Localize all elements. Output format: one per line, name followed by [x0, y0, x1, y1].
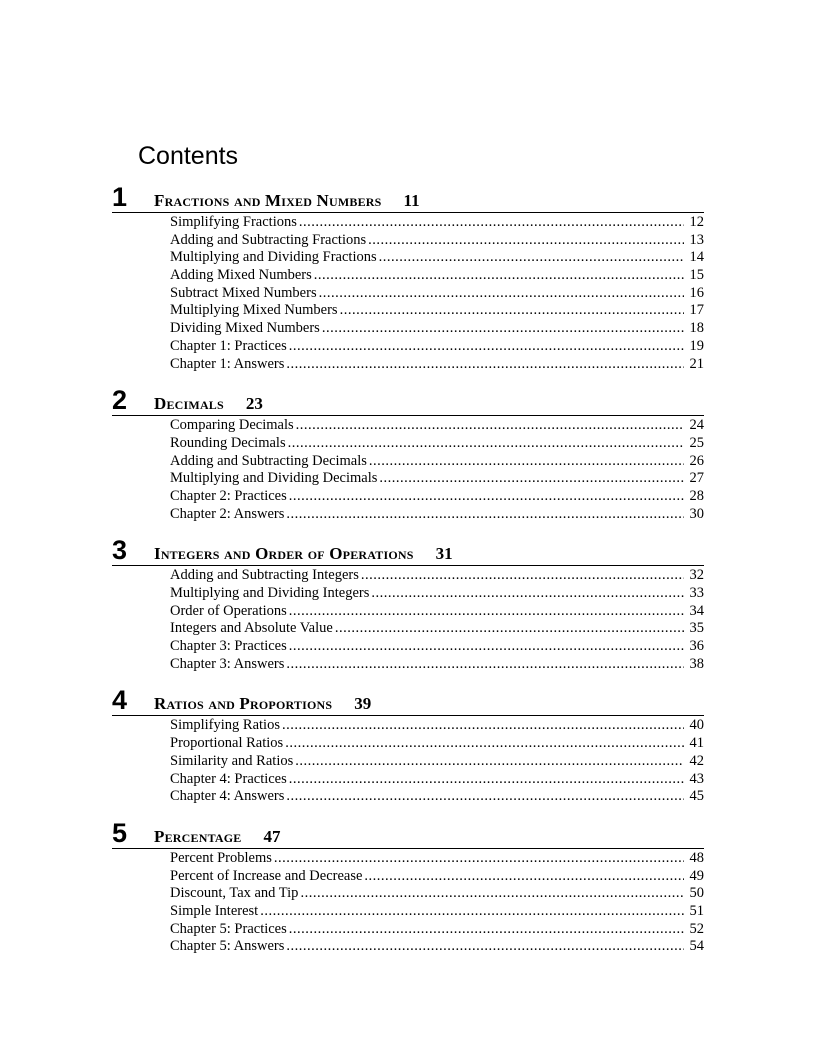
- dot-leader: [371, 585, 684, 603]
- toc-entry[interactable]: [170, 506, 704, 524]
- toc-entry[interactable]: [170, 338, 704, 356]
- toc-entry-label: Multiplying and Dividing Fractions: [170, 249, 377, 266]
- toc-entry-page-number: 27: [689, 470, 704, 487]
- toc-entry-label: Chapter 3: Answers: [170, 655, 285, 672]
- chapter-entries: [112, 566, 704, 686]
- dot-leader: [288, 435, 684, 453]
- toc-entry[interactable]: [170, 567, 704, 585]
- toc-entry-label: Chapter 2: Answers: [170, 505, 285, 522]
- toc-entry-label: Adding and Subtracting Integers: [170, 567, 359, 584]
- chapter-number: 5: [112, 817, 128, 848]
- toc-entry-page-number: 21: [689, 355, 704, 372]
- toc-entry[interactable]: [170, 938, 704, 956]
- dot-leader: [286, 506, 684, 524]
- toc-entry-label: Adding Mixed Numbers: [170, 267, 312, 284]
- toc-entry[interactable]: [170, 470, 704, 488]
- chapter-section: [112, 536, 704, 686]
- toc-entry-label: Discount, Tax and Tip: [170, 885, 299, 902]
- chapter-section: [112, 183, 704, 386]
- toc-entry-page-number: 36: [689, 638, 704, 655]
- toc-entry[interactable]: [170, 656, 704, 674]
- toc-entry[interactable]: [170, 771, 704, 789]
- dot-leader: [379, 470, 684, 488]
- toc-entry-label: Chapter 1: Answers: [170, 355, 285, 372]
- toc-entry-page-number: 14: [689, 249, 704, 266]
- toc-entry[interactable]: [170, 850, 704, 868]
- dot-leader: [340, 302, 684, 320]
- toc-entry-label: Multiplying and Dividing Integers: [170, 585, 370, 601]
- toc-entry-page-number: 24: [689, 417, 704, 434]
- toc-entry-page-number: 13: [689, 231, 704, 248]
- toc-entry[interactable]: [170, 868, 704, 886]
- toc-entry-page-number: 43: [689, 770, 704, 787]
- toc-entry[interactable]: [170, 435, 704, 453]
- toc-entry-label: Chapter 4: Answers: [170, 788, 285, 805]
- dot-leader: [289, 638, 684, 656]
- toc-entry-page-number: 34: [689, 602, 704, 619]
- chapter-page-number: 31: [435, 544, 453, 564]
- toc-entry-label: Percent Problems: [170, 849, 272, 866]
- toc-entry-label: Rounding Decimals: [170, 434, 286, 451]
- dot-leader: [286, 938, 684, 956]
- toc-entry-page-number: 26: [689, 452, 704, 469]
- toc-entry[interactable]: [170, 885, 704, 903]
- toc-entry-page-number: 15: [689, 267, 704, 284]
- dot-leader: [260, 903, 684, 921]
- toc-entry[interactable]: [170, 638, 704, 656]
- toc-entry-page-number: 33: [689, 585, 704, 601]
- toc-entry-page-number: 49: [689, 867, 704, 884]
- toc-entry-label: Simple Interest: [170, 902, 259, 919]
- toc-entry-page-number: 41: [689, 735, 704, 752]
- dot-leader: [286, 656, 684, 674]
- toc-entry-page-number: 52: [689, 920, 704, 937]
- toc-entry-page-number: 28: [689, 487, 704, 504]
- dot-leader: [299, 214, 684, 232]
- chapter-page-number: 47: [263, 826, 281, 846]
- chapter-number: 4: [112, 685, 128, 716]
- toc-entry-label: Chapter 3: Practices: [170, 638, 287, 655]
- toc-entry-label: Chapter 2: Practices: [170, 487, 287, 504]
- toc-entry-label: Adding and Subtracting Fractions: [170, 231, 367, 248]
- dot-leader: [300, 885, 684, 903]
- dot-leader: [296, 417, 684, 435]
- chapter-entries: [112, 716, 704, 818]
- toc-entry[interactable]: [170, 417, 704, 435]
- chapter-title: Fractions and Mixed Numbers: [154, 191, 382, 210]
- dot-leader: [361, 567, 684, 585]
- toc-entry-label: Integers and Absolute Value: [170, 620, 333, 637]
- chapter-heading[interactable]: [112, 819, 704, 849]
- dot-leader: [286, 788, 684, 806]
- toc-entry-page-number: 42: [689, 752, 704, 769]
- dot-leader: [364, 868, 684, 886]
- toc-entry-page-number: 54: [689, 938, 704, 955]
- toc-entry-label: Adding and Subtracting Decimals: [170, 452, 367, 469]
- chapter-section: [112, 686, 704, 818]
- dot-leader: [286, 356, 684, 374]
- toc-entry-label: Chapter 1: Practices: [170, 337, 287, 354]
- toc-entry-label: Chapter 5: Practices: [170, 920, 287, 937]
- toc-entry[interactable]: [170, 903, 704, 921]
- toc-entry-label: Percent of Increase and Decrease: [170, 867, 363, 884]
- chapter-entries: [112, 849, 704, 969]
- toc-entry[interactable]: [170, 320, 704, 338]
- chapter-section: [112, 386, 704, 536]
- chapter-number: 2: [112, 385, 128, 416]
- table-of-contents: [112, 183, 704, 969]
- chapter-title: Ratios and Proportions: [154, 694, 333, 714]
- toc-entry-label: Proportional Ratios: [170, 735, 284, 752]
- chapter-heading[interactable]: [112, 386, 704, 416]
- dot-leader: [289, 771, 684, 789]
- toc-entry[interactable]: [170, 285, 704, 303]
- chapter-entries: [112, 213, 704, 386]
- toc-entry-page-number: 30: [689, 505, 704, 522]
- toc-entry-page-number: 45: [689, 788, 704, 805]
- toc-entry[interactable]: [170, 249, 704, 267]
- chapter-number: 1: [112, 182, 128, 212]
- toc-entry[interactable]: [170, 232, 704, 250]
- dot-leader: [289, 603, 684, 621]
- toc-entry-label: Dividing Mixed Numbers: [170, 320, 320, 337]
- toc-entry-label: Comparing Decimals: [170, 417, 294, 434]
- dot-leader: [289, 488, 684, 506]
- chapter-number: 3: [112, 535, 128, 566]
- chapter-entries: [112, 416, 704, 536]
- dot-leader: [379, 249, 684, 267]
- toc-entry-label: Similarity and Ratios: [170, 752, 294, 769]
- toc-entry[interactable]: [170, 302, 704, 320]
- dot-leader: [322, 320, 684, 338]
- toc-entry-label: Simplifying Ratios: [170, 717, 280, 734]
- toc-entry-page-number: 12: [689, 214, 704, 230]
- toc-entry-label: Order of Operations: [170, 602, 287, 619]
- toc-entry[interactable]: [170, 603, 704, 621]
- dot-leader: [289, 338, 684, 356]
- toc-entry-page-number: 16: [689, 284, 704, 301]
- dot-leader: [285, 735, 684, 753]
- toc-entry-page-number: 38: [689, 655, 704, 672]
- toc-entry[interactable]: [170, 735, 704, 753]
- page-title: Contents: [138, 142, 239, 170]
- toc-entry-page-number: 40: [689, 717, 704, 734]
- dot-leader: [289, 921, 684, 939]
- toc-entry-page-number: 25: [689, 434, 704, 451]
- toc-entry[interactable]: [170, 753, 704, 771]
- dot-leader: [319, 285, 684, 303]
- toc-entry-label: Multiplying Mixed Numbers: [170, 302, 338, 319]
- dot-leader: [282, 717, 684, 735]
- toc-entry-label: Subtract Mixed Numbers: [170, 284, 317, 301]
- toc-entry[interactable]: [170, 620, 704, 638]
- toc-entry-page-number: 50: [689, 885, 704, 902]
- chapter-page-number: 23: [245, 394, 263, 414]
- dot-leader: [335, 620, 684, 638]
- chapter-heading[interactable]: [112, 183, 704, 213]
- toc-entry[interactable]: [170, 488, 704, 506]
- chapter-heading[interactable]: [112, 536, 704, 566]
- toc-entry[interactable]: [170, 921, 704, 939]
- toc-entry-label: Simplifying Fractions: [170, 214, 297, 230]
- toc-entry-page-number: 32: [689, 567, 704, 584]
- toc-entry-page-number: 48: [689, 849, 704, 866]
- chapter-page-number: 11: [403, 191, 420, 210]
- chapter-heading[interactable]: [112, 686, 704, 716]
- chapter-title: Percentage: [154, 826, 242, 846]
- toc-entry[interactable]: [170, 453, 704, 471]
- toc-entry-page-number: 18: [689, 320, 704, 337]
- dot-leader: [368, 232, 684, 250]
- dot-leader: [295, 753, 684, 771]
- toc-entry[interactable]: [170, 267, 704, 285]
- dot-leader: [274, 850, 684, 868]
- chapter-page-number: 39: [354, 694, 372, 714]
- chapter-title: Integers and Order of Operations: [154, 544, 414, 564]
- dot-leader: [369, 453, 684, 471]
- toc-entry-label: Multiplying and Dividing Decimals: [170, 470, 378, 487]
- toc-entry-label: Chapter 5: Answers: [170, 938, 285, 955]
- toc-entry[interactable]: [170, 717, 704, 735]
- toc-entry-page-number: 17: [689, 302, 704, 319]
- toc-entry[interactable]: [170, 214, 704, 232]
- chapter-section: [112, 819, 704, 969]
- toc-entry[interactable]: [170, 788, 704, 806]
- toc-entry-page-number: 51: [689, 902, 704, 919]
- toc-entry[interactable]: [170, 356, 704, 374]
- chapter-title: Decimals: [154, 394, 224, 414]
- toc-entry[interactable]: [170, 585, 704, 603]
- toc-entry-page-number: 19: [689, 337, 704, 354]
- toc-entry-label: Chapter 4: Practices: [170, 770, 287, 787]
- toc-entry-page-number: 35: [689, 620, 704, 637]
- dot-leader: [314, 267, 684, 285]
